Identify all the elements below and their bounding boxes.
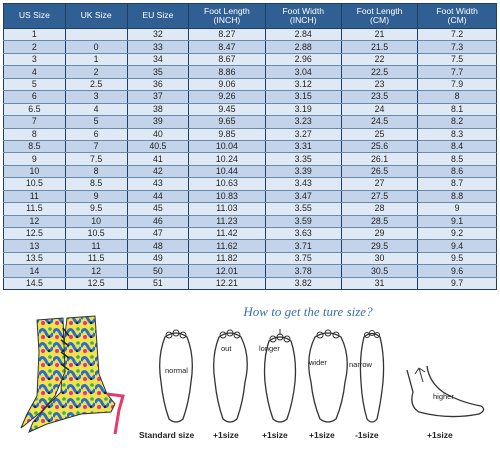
table-cell: 22.5 <box>341 66 417 78</box>
table-row <box>4 140 497 152</box>
table-cell: 12.5 <box>65 277 127 289</box>
table-cell: 11.03 <box>189 203 265 215</box>
table-cell: 11 <box>4 190 66 202</box>
table-cell: 3.15 <box>265 91 341 103</box>
table-cell: 8.1 <box>418 103 497 115</box>
table-cell: 10 <box>65 215 127 227</box>
table-cell: 9 <box>65 190 127 202</box>
table-cell: 2.96 <box>265 53 341 65</box>
table-cell: 2 <box>65 66 127 78</box>
table-cell: 8.7 <box>418 178 497 190</box>
table-cell: 9.7 <box>418 277 497 289</box>
table-cell: 7.3 <box>418 41 497 53</box>
caption-standard: Standard size <box>139 430 195 440</box>
table-row <box>4 277 497 289</box>
table-cell: 7.5 <box>418 53 497 65</box>
table-cell: 11.62 <box>189 240 265 252</box>
ankle-boot-image <box>11 312 143 437</box>
table-cell: 32 <box>127 29 189 41</box>
table-cell: 42 <box>127 165 189 177</box>
table-cell: 2 <box>4 41 66 53</box>
table-cell: 8.2 <box>418 116 497 128</box>
table-row <box>4 178 497 190</box>
table-row <box>4 116 497 128</box>
label-longer: longer <box>259 344 280 353</box>
table-cell: 23.5 <box>341 91 417 103</box>
table-cell: 33 <box>127 41 189 53</box>
table-cell: 11.5 <box>65 252 127 264</box>
table-cell: 23 <box>341 78 417 90</box>
table-cell: 7 <box>4 116 66 128</box>
table-cell: 7 <box>65 140 127 152</box>
table-cell: 8.5 <box>418 153 497 165</box>
table-cell: 25.6 <box>341 140 417 152</box>
table-cell: 45 <box>127 203 189 215</box>
table-cell: 12.21 <box>189 277 265 289</box>
table-row <box>4 228 497 240</box>
table-cell: 9.26 <box>189 91 265 103</box>
table-cell: 10.5 <box>4 178 66 190</box>
label-normal: normal <box>165 366 188 375</box>
col-foot-width-inch: Foot Width (INCH) <box>265 4 341 29</box>
table-cell: 2.5 <box>65 78 127 90</box>
table-cell: 31 <box>341 277 417 289</box>
table-cell: 2.84 <box>265 29 341 41</box>
table-row <box>4 203 497 215</box>
table-cell: 10 <box>4 165 66 177</box>
table-row <box>4 29 497 41</box>
table-row <box>4 215 497 227</box>
table-cell: 34 <box>127 53 189 65</box>
table-cell: 28 <box>341 203 417 215</box>
table-cell: 8.27 <box>189 29 265 41</box>
table-cell: 11 <box>65 240 127 252</box>
size-table-body <box>4 29 497 290</box>
table-cell: 3.31 <box>265 140 341 152</box>
table-cell: 12.01 <box>189 265 265 277</box>
table-cell: 7.7 <box>418 66 497 78</box>
table-cell: 8.67 <box>189 53 265 65</box>
table-cell: 2.88 <box>265 41 341 53</box>
foot-outline-icon <box>255 327 305 427</box>
table-row <box>4 66 497 78</box>
table-cell: 1 <box>4 29 66 41</box>
table-cell: 7.5 <box>65 153 127 165</box>
table-cell: 11.42 <box>189 228 265 240</box>
table-cell: 3.23 <box>265 116 341 128</box>
table-cell: 0 <box>65 41 127 53</box>
table-cell: 35 <box>127 66 189 78</box>
table-cell: 40 <box>127 128 189 140</box>
table-cell: 3.82 <box>265 277 341 289</box>
table-cell: 10.63 <box>189 178 265 190</box>
table-cell: 25 <box>341 128 417 140</box>
table-row <box>4 41 497 53</box>
table-cell: 3.43 <box>265 178 341 190</box>
table-cell: 3.12 <box>265 78 341 90</box>
table-row <box>4 165 497 177</box>
table-cell: 41 <box>127 153 189 165</box>
table-cell: 8 <box>65 165 127 177</box>
table-cell: 39 <box>127 116 189 128</box>
table-cell: 28.5 <box>341 215 417 227</box>
table-cell: 4 <box>4 66 66 78</box>
table-cell: 6 <box>65 128 127 140</box>
table-cell: 24 <box>341 103 417 115</box>
label-wider: wider <box>309 358 327 367</box>
table-cell: 12.5 <box>4 228 66 240</box>
table-cell: 10.04 <box>189 140 265 152</box>
col-uk-size: UK Size <box>65 4 127 29</box>
table-cell: 9 <box>418 203 497 215</box>
table-cell: 9.06 <box>189 78 265 90</box>
label-narrow: narrow <box>349 360 372 369</box>
table-cell: 1 <box>65 53 127 65</box>
col-foot-length-cm: Foot Length (CM) <box>341 4 417 29</box>
table-cell: 8.47 <box>189 41 265 53</box>
table-cell: 47 <box>127 228 189 240</box>
table-cell: 22 <box>341 53 417 65</box>
table-cell: 6.5 <box>4 103 66 115</box>
caption-narrow: -1size <box>355 430 379 440</box>
table-cell: 8.86 <box>189 66 265 78</box>
table-cell: 27.5 <box>341 190 417 202</box>
table-cell: 9.45 <box>189 103 265 115</box>
table-cell: 12 <box>65 265 127 277</box>
table-cell: 8 <box>418 91 497 103</box>
table-cell: 26.1 <box>341 153 417 165</box>
table-cell: 27 <box>341 178 417 190</box>
size-table <box>3 3 497 290</box>
caption-wider: +1size <box>309 430 335 440</box>
table-cell: 8.8 <box>418 190 497 202</box>
table-cell: 40.5 <box>127 140 189 152</box>
table-cell: 9 <box>4 153 66 165</box>
table-row <box>4 252 497 264</box>
table-cell: 13.5 <box>4 252 66 264</box>
table-cell: 3.71 <box>265 240 341 252</box>
table-cell: 8.5 <box>65 178 127 190</box>
table-cell: 36 <box>127 78 189 90</box>
table-cell: 12 <box>4 215 66 227</box>
col-foot-width-cm: Foot Width (CM) <box>418 4 497 29</box>
table-cell: 24.5 <box>341 116 417 128</box>
table-cell: 9.85 <box>189 128 265 140</box>
table-cell: 30 <box>341 252 417 264</box>
table-cell: 37 <box>127 91 189 103</box>
table-cell: 8.4 <box>418 140 497 152</box>
table-cell: 9.5 <box>418 252 497 264</box>
table-cell: 29.5 <box>341 240 417 252</box>
table-cell <box>65 29 127 41</box>
table-cell: 5 <box>4 78 66 90</box>
table-cell: 8.6 <box>418 165 497 177</box>
table-cell: 9.2 <box>418 228 497 240</box>
table-cell: 46 <box>127 215 189 227</box>
table-cell: 9.5 <box>65 203 127 215</box>
table-cell: 3.27 <box>265 128 341 140</box>
table-cell: 10.24 <box>189 153 265 165</box>
table-cell: 3.75 <box>265 252 341 264</box>
table-cell: 3.78 <box>265 265 341 277</box>
col-eu-size: EU Size <box>127 4 189 29</box>
table-cell: 29 <box>341 228 417 240</box>
table-cell: 50 <box>127 265 189 277</box>
table-cell: 10.83 <box>189 190 265 202</box>
table-cell: 30.5 <box>341 265 417 277</box>
table-cell: 3 <box>4 53 66 65</box>
table-cell: 11.5 <box>4 203 66 215</box>
foot-outline-icon <box>347 327 397 427</box>
table-cell: 3.19 <box>265 103 341 115</box>
table-cell: 21.5 <box>341 41 417 53</box>
table-cell: 9.4 <box>418 240 497 252</box>
table-row <box>4 190 497 202</box>
table-cell: 3.59 <box>265 215 341 227</box>
table-cell: 3.35 <box>265 153 341 165</box>
col-us-size: US Size <box>4 4 66 29</box>
table-row <box>4 103 497 115</box>
foot-outline-icon <box>151 327 201 427</box>
table-cell: 3 <box>65 91 127 103</box>
table-cell: 14 <box>4 265 66 277</box>
table-cell: 44 <box>127 190 189 202</box>
table-row <box>4 153 497 165</box>
table-cell: 3.39 <box>265 165 341 177</box>
caption-out: +1size <box>213 430 239 440</box>
table-cell: 10.5 <box>65 228 127 240</box>
table-cell: 26.5 <box>341 165 417 177</box>
table-cell: 6 <box>4 91 66 103</box>
table-cell: 48 <box>127 240 189 252</box>
table-cell: 7.2 <box>418 29 497 41</box>
table-row <box>4 53 497 65</box>
table-cell: 4 <box>65 103 127 115</box>
table-cell: 3.47 <box>265 190 341 202</box>
label-out: out <box>221 344 232 353</box>
measure-guide <box>3 300 497 455</box>
table-cell: 51 <box>127 277 189 289</box>
table-cell: 9.6 <box>418 265 497 277</box>
table-row <box>4 128 497 140</box>
table-cell: 9.1 <box>418 215 497 227</box>
table-cell: 7.9 <box>418 78 497 90</box>
table-cell: 21 <box>341 29 417 41</box>
table-cell: 43 <box>127 178 189 190</box>
table-cell: 8.3 <box>418 128 497 140</box>
table-cell: 5 <box>65 116 127 128</box>
caption-higher: +1size <box>427 430 453 440</box>
foot-outline-icon <box>205 327 255 427</box>
table-cell: 14.5 <box>4 277 66 289</box>
table-cell: 13 <box>4 240 66 252</box>
table-cell: 10.44 <box>189 165 265 177</box>
table-cell: 49 <box>127 252 189 264</box>
table-cell: 3.04 <box>265 66 341 78</box>
table-cell: 9.65 <box>189 116 265 128</box>
table-cell: 3.63 <box>265 228 341 240</box>
caption-longer: +1size <box>262 430 288 440</box>
table-row <box>4 265 497 277</box>
table-cell: 8 <box>4 128 66 140</box>
table-cell: 8.5 <box>4 140 66 152</box>
table-header-row <box>4 4 497 29</box>
col-foot-length-inch: Foot Length (INCH) <box>189 4 265 29</box>
table-row <box>4 91 497 103</box>
label-higher: higher <box>433 392 454 401</box>
table-cell: 3.55 <box>265 203 341 215</box>
table-cell: 11.82 <box>189 252 265 264</box>
foot-outline-icon <box>303 327 353 427</box>
guide-title: How to get the ture size? <box>243 304 373 319</box>
table-row <box>4 78 497 90</box>
table-cell: 38 <box>127 103 189 115</box>
table-row <box>4 240 497 252</box>
table-cell: 11.23 <box>189 215 265 227</box>
